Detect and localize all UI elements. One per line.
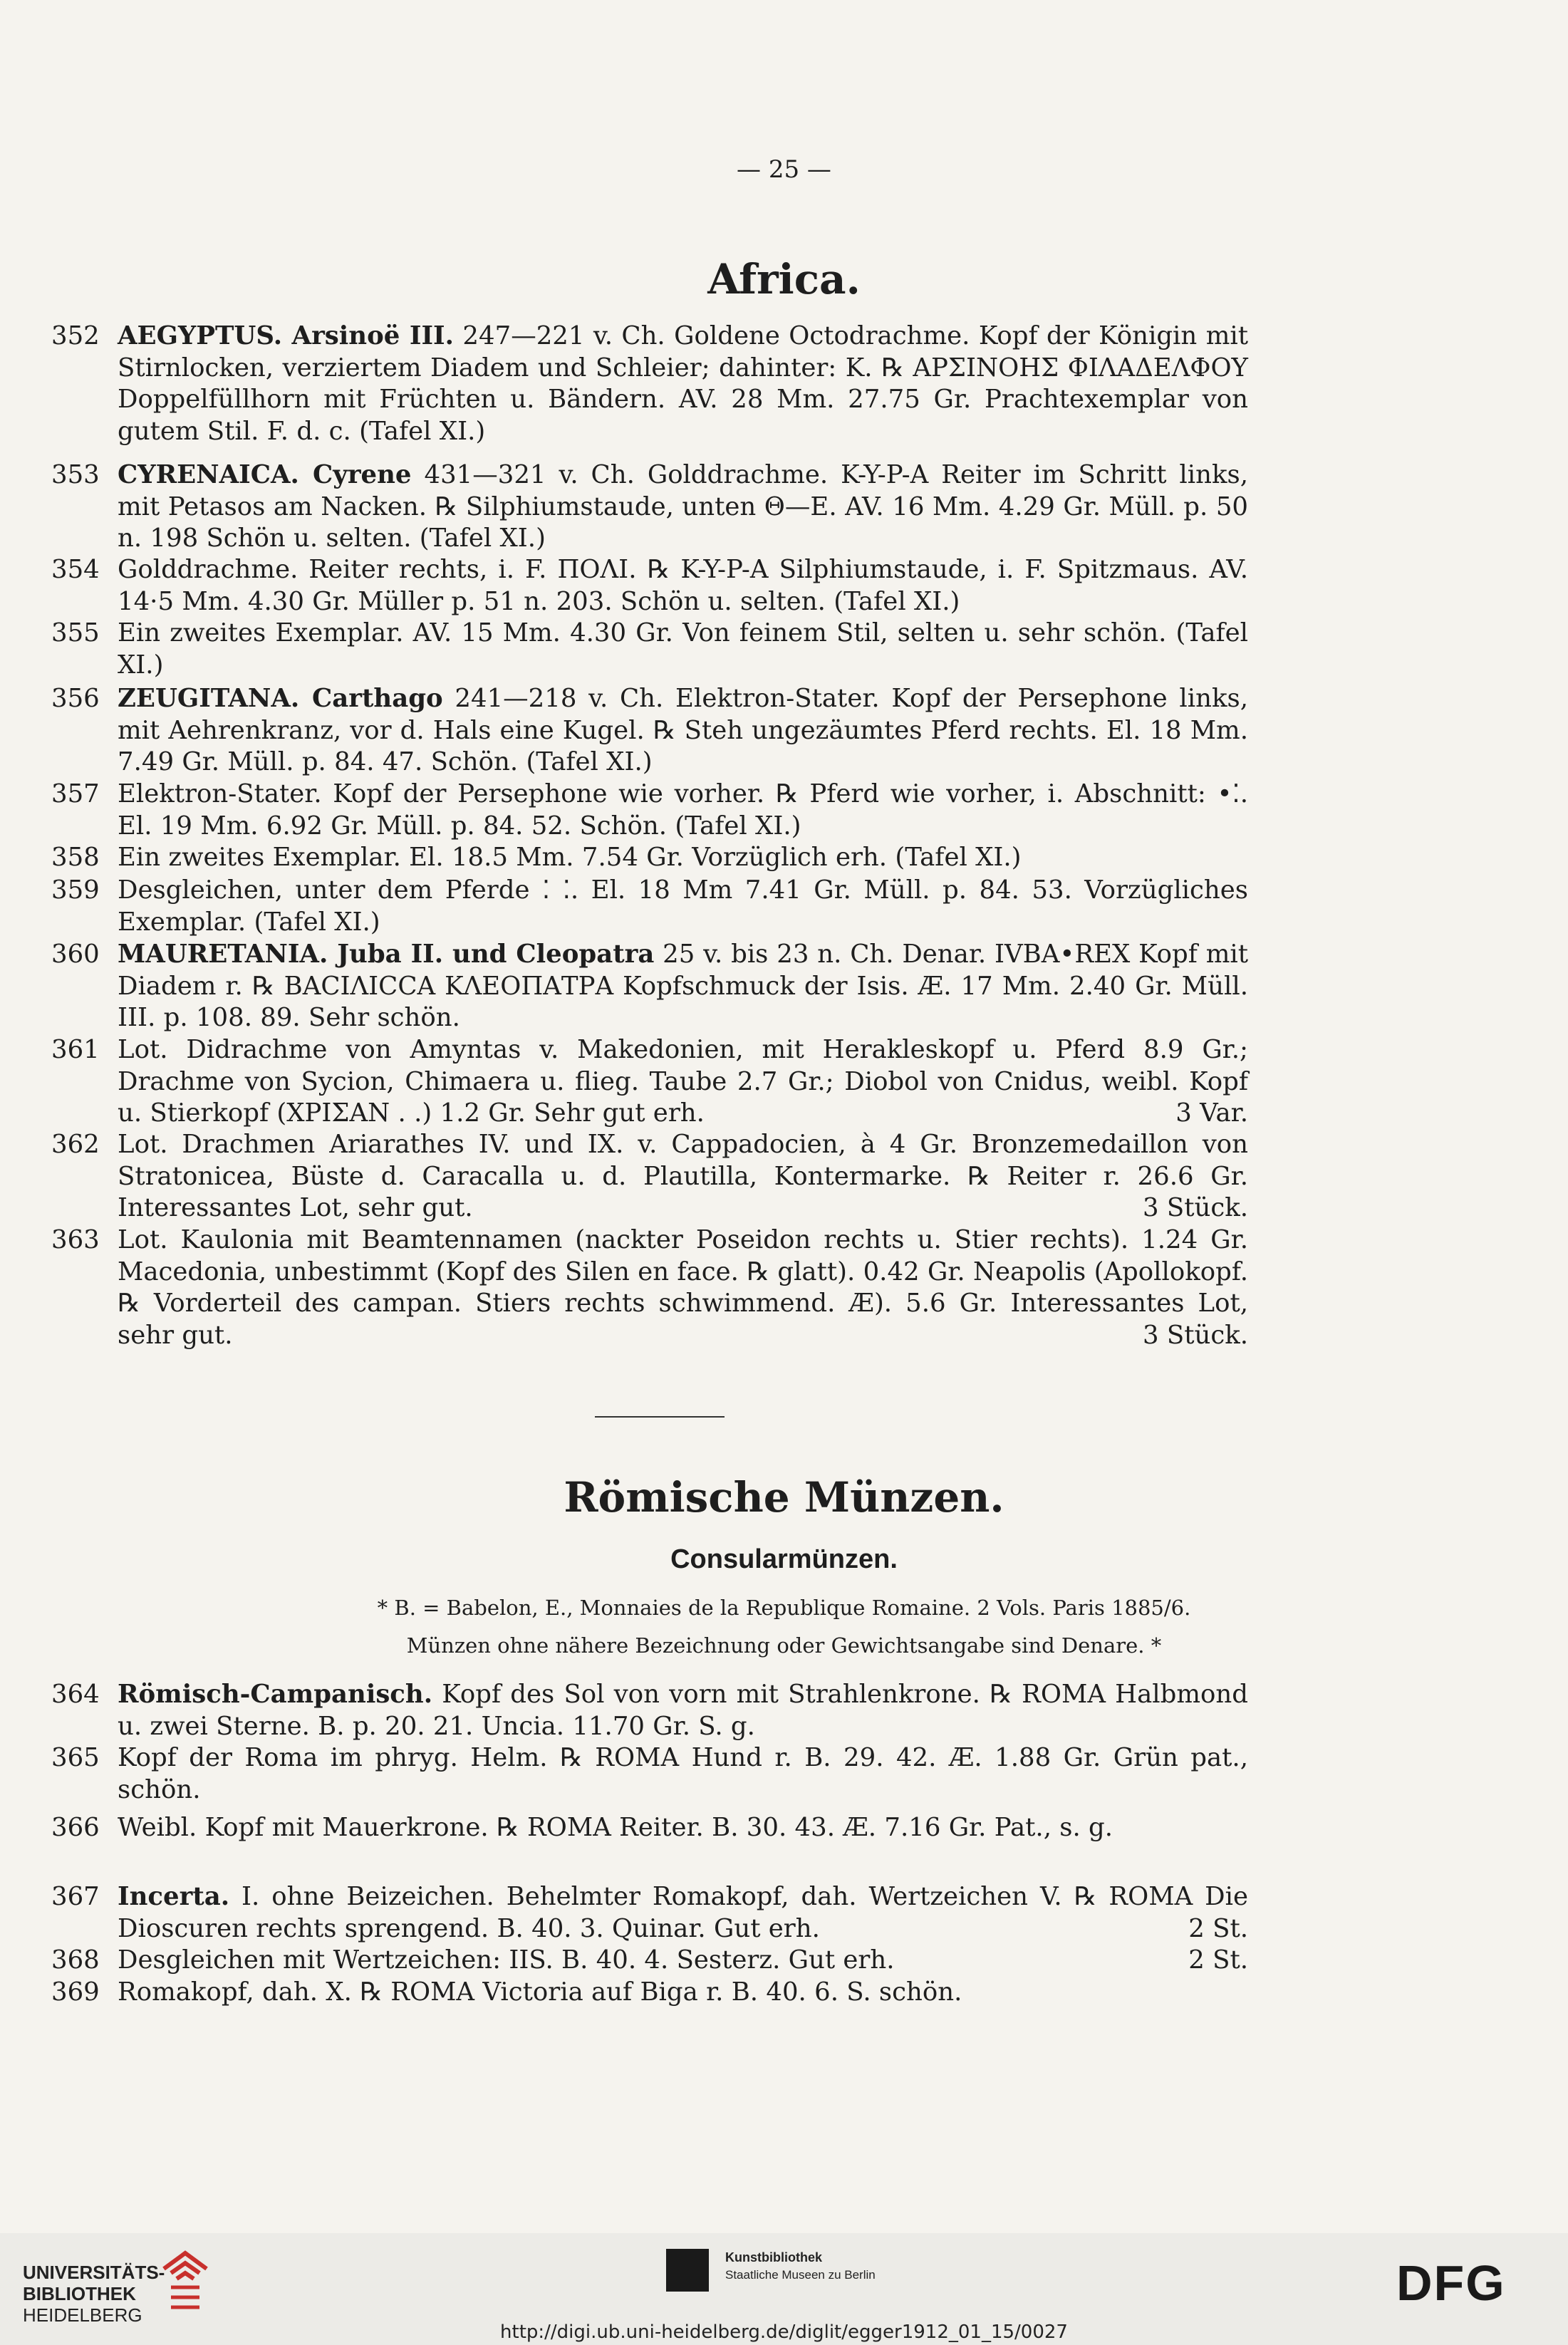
ub-logo-line: UNIVERSITÄTS-: [23, 2262, 165, 2283]
entry-heading: AEGYPTUS. Arsinoë III.: [118, 321, 455, 350]
permalink-url[interactable]: http://digi.ub.uni-heidelberg.de/diglit/egger1912_01_15/0027: [500, 2321, 1068, 2343]
entry-text: 247—221 v. Ch. Goldene Octodrachme. Kopf der Königin mit Stirnlocken, verziertem Diadem und Schleier; dahinter: K. ℞ ΑΡΣΙΝΟΗΣ ΦΙΛΑΔΕΛΦΟΥ Doppelfüllhorn mit Früchten u. Bändern. AV. 28 Mm. 27.75 Gr. Prachtexemplar von gutem Stil. F. d. c. (Tafel XI.): [118, 321, 1248, 446]
entry-367: [51, 1881, 1248, 1945]
entry-quantity: 3 Stück.: [1143, 1320, 1248, 1350]
entry-text: Lot. Drachmen Ariarathes IV. und IX. v. Cappadocien, à 4 Gr. Bronzemedaillon von Stratonicea, Büste d. Caracalla u. d. Plautilla, Kontermarke. ℞ Reiter r. 26.6 Gr. Interessantes Lot, sehr gut.: [118, 1130, 1248, 1222]
entry-quantity: 2 St.: [1188, 1913, 1248, 1943]
entry-text: 431—321 v. Ch. Golddrachme. K-Y-P-A Reiter im Schritt links, mit Petasos am Nacken. ℞ Silphiumstaude, unten Θ—E. AV. 16 Mm. 4.29 Gr. Müll. p. 50 n. 198 Schön u. selten. (Tafel XI.): [118, 460, 1249, 553]
entry-heading: CYRENAICA. Cyrene: [118, 460, 412, 489]
entry-number: 359: [51, 875, 100, 905]
entry-number: 365: [51, 1743, 100, 1772]
entry-quantity: 2 St.: [1188, 1945, 1248, 1975]
entry-353: [51, 459, 1248, 555]
entry-number: 358: [51, 843, 100, 872]
entry-365: [51, 1742, 1248, 1806]
entry-369: [51, 1977, 1248, 2009]
entry-number: 366: [51, 1813, 100, 1842]
dfg-logo[interactable]: DFG: [1396, 2255, 1506, 2311]
entry-362: [51, 1129, 1248, 1225]
entry-number: 354: [51, 555, 100, 584]
ub-logo-line: BIBLIOTHEK: [23, 2283, 136, 2304]
kb-subtitle: Staatliche Museen zu Berlin: [725, 2268, 876, 2282]
entry-text: Kopf des Sol von vorn mit Strahlenkrone. ℞ ROMA Halbmond u. zwei Sterne. B. p. 20. 21. Uncia. 11.70 Gr. S. g.: [118, 1680, 1248, 1741]
entry-text: Ein zweites Exemplar. El. 18.5 Mm. 7.54 Gr. Vorzüglich erh. (Tafel XI.): [118, 843, 1022, 872]
entry-heading: ZEUGITANA. Carthago: [118, 684, 443, 713]
entry-text: 25 v. bis 23 n. Ch. Denar. IVBA•REX Kopf mit Diadem r. ℞ ΒΑCΙΛΙCCΑ ΚΛΕΟΠΑΤΡΑ Kopfschmuck der Isis. Æ. 17 Mm. 2.40 Gr. Müll. III. p. 108. 89. Sehr schön.: [118, 940, 1248, 1032]
kb-title: Kunstbibliothek: [725, 2250, 822, 2265]
entry-text: Lot. Didrachme von Amyntas v. Makedonien, mit Herakleskopf u. Pferd 8.9 Gr.; Drachme von Sycion, Chimaera u. flieg. Taube 2.7 Gr.; Diobol von Cnidus, weibl. Kopf u. Stierkopf (ΧΡΙΣΑΝ . .) 1.2 Gr. Sehr gut erh.: [118, 1035, 1248, 1128]
entry-355: [51, 618, 1248, 681]
entry-number: 363: [51, 1225, 100, 1254]
entry-number: 364: [51, 1680, 100, 1709]
entry-quantity: 3 Stück.: [1143, 1193, 1248, 1222]
entry-359: [51, 875, 1248, 938]
entry-356: [51, 683, 1248, 779]
entry-358: [51, 842, 1248, 874]
entry-text: 241—218 v. Ch. Elektron-Stater. Kopf der Persephone links, mit Aehrenkranz, vor d. Hals eine Kugel. ℞ Steh ungezäumtes Pferd rechts. El. 18 Mm. 7.49 Gr. Müll. p. 84. 47. Schön. (Tafel XI.): [118, 684, 1248, 776]
entry-heading: Incerta.: [118, 1882, 230, 1911]
entry-366: [51, 1812, 1248, 1844]
entry-number: 367: [51, 1882, 100, 1911]
entry-number: 362: [51, 1130, 100, 1159]
entry-text: Elektron-Stater. Kopf der Persephone wie vorher. ℞ Pferd wie vorher, i. Abschnitt: •⁚. El. 19 Mm. 6.92 Gr. Müll. p. 84. 52. Schön. (Tafel XI.): [118, 779, 1248, 841]
entry-number: 368: [51, 1945, 100, 1975]
kunstbibliothek-label: [725, 2249, 876, 2284]
viewer-footer: [0, 2233, 1568, 2345]
entry-text: Desgleichen mit Wertzeichen: IIS. B. 40. 4. Sesterz. Gut erh.: [118, 1945, 895, 1975]
roman-section-title: Römische Münzen.: [564, 1473, 1004, 1522]
entry-368: [51, 1945, 1248, 1977]
entry-364: [51, 1679, 1248, 1742]
entry-heading: Römisch-Campanisch.: [118, 1680, 433, 1709]
entry-352: [51, 321, 1248, 447]
entry-text: I. ohne Beizeichen. Behelmter Romakopf, dah. Wertzeichen V. ℞ ROMA Die Dioscuren rechts sprengend. B. 40. 3. Quinar. Gut erh.: [118, 1882, 1248, 1943]
entry-text: Desgleichen, unter dem Pferde ⁚ ⁚. El. 18 Mm 7.41 Gr. Müll. p. 84. 53. Vorzügliches Exemplar. (Tafel XI.): [118, 875, 1248, 937]
ub-heidelberg-logo[interactable]: [23, 2262, 165, 2326]
entry-number: 356: [51, 684, 100, 713]
entry-number: 361: [51, 1035, 100, 1064]
section-divider: [595, 1416, 725, 1418]
kunstbibliothek-logo-icon[interactable]: [666, 2249, 709, 2292]
ub-emblem-icon: [157, 2247, 214, 2319]
entry-text: Golddrachme. Reiter rechts, i. F. ΠΟΛΙ. ℞ K-Y-P-A Silphiumstaude, i. F. Spitzmaus. AV. 14·5 Mm. 4.30 Gr. Müller p. 51 n. 203. Schön u. selten. (Tafel XI.): [118, 555, 1248, 616]
entry-number: 369: [51, 1977, 100, 2007]
entry-text: Romakopf, dah. X. ℞ ROMA Victoria auf Biga r. B. 40. 6. S. schön.: [118, 1977, 962, 2007]
entry-number: 352: [51, 321, 100, 350]
denomination-note: Münzen ohne nähere Bezeichnung oder Gewichtsangabe sind Denare. *: [406, 1633, 1162, 1658]
entry-text: Ein zweites Exemplar. AV. 15 Mm. 4.30 Gr. Von feinem Stil, selten u. sehr schön. (Tafel XI.): [118, 618, 1248, 680]
entry-363: [51, 1225, 1248, 1351]
entry-number: 357: [51, 779, 100, 808]
entry-quantity: 3 Var.: [1175, 1098, 1248, 1128]
entry-text: Weibl. Kopf mit Mauerkrone. ℞ ROMA Reiter. B. 30. 43. Æ. 7.16 Gr. Pat., s. g.: [118, 1813, 1113, 1842]
entry-text: Lot. Kaulonia mit Beamtennamen (nackter Poseidon rechts u. Stier rechts). 1.24 Gr. Macedonia, unbestimmt (Kopf des Silen en face. ℞ glatt). 0.42 Gr. Neapolis (Apollokopf. ℞ Vorderteil des campan. Stiers rechts schwimmend. Æ). 5.6 Gr. Interessantes Lot, sehr gut.: [118, 1225, 1248, 1350]
ub-logo-line: HEIDELBERG: [23, 2304, 142, 2326]
entry-number: 353: [51, 460, 100, 489]
entry-357: [51, 779, 1248, 842]
africa-section-title: Africa.: [707, 255, 861, 303]
entry-number: 355: [51, 618, 100, 648]
entry-heading: MAURETANIA. Juba II. und Cleopatra: [118, 940, 655, 969]
entry-number: 360: [51, 940, 100, 969]
consular-subtitle: Consularmünzen.: [670, 1544, 898, 1574]
reference-note: * B. = Babelon, E., Monnaies de la Republique Romaine. 2 Vols. Paris 1885/6.: [377, 1596, 1191, 1620]
entry-text: Kopf der Roma im phryg. Helm. ℞ ROMA Hund r. B. 29. 42. Æ. 1.88 Gr. Grün pat., schön.: [118, 1743, 1248, 1804]
page-number: — 25 —: [737, 155, 831, 184]
entry-360: [51, 939, 1248, 1034]
entry-354: [51, 554, 1248, 618]
entry-361: [51, 1034, 1248, 1130]
